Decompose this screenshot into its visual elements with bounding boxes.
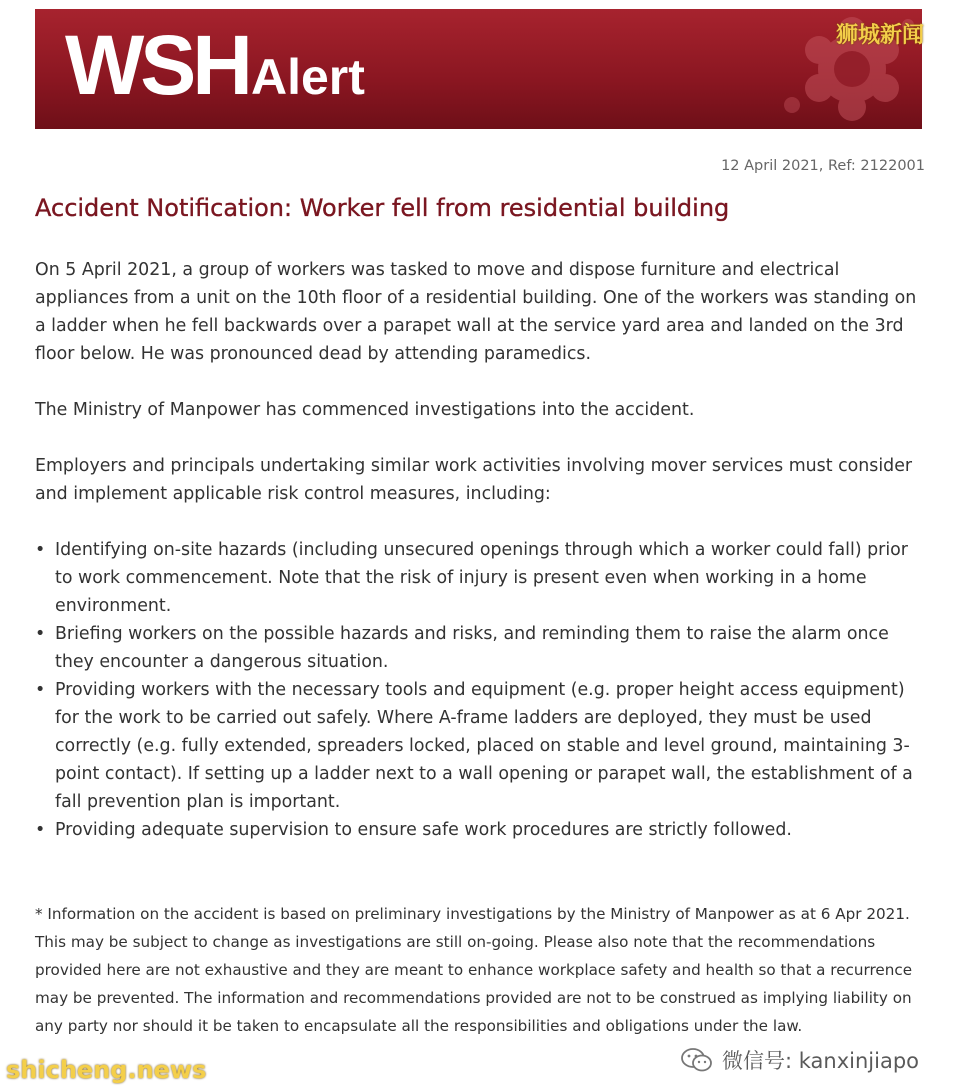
logo-wsh-text: WSH xyxy=(65,18,249,112)
watermark-top: 狮城新闻 xyxy=(836,23,925,48)
logo-alert-text: Alert xyxy=(250,49,365,105)
list-item-text: Identifying on-site hazards (including unsecured openings through which a worker could fall) prior to work commencement. Note that the risk of injury is present even when working in a home environment. xyxy=(55,540,908,616)
wechat-icon xyxy=(680,1047,714,1073)
measures-list xyxy=(35,536,930,844)
bullet-marker: • xyxy=(35,820,46,840)
bullet-marker: • xyxy=(35,624,46,644)
bullet-marker: • xyxy=(35,540,46,560)
paragraph-measures-intro: Employers and principals undertaking similar work activities involving mover services must consider and implement applicable risk control measures, including: xyxy=(35,456,913,504)
page-title: Accident Notification: Worker fell from residential building xyxy=(35,194,730,222)
list-item xyxy=(35,620,930,676)
list-item xyxy=(35,816,930,844)
list-item xyxy=(35,536,930,620)
wechat-label: 微信号: kanxinjiapo xyxy=(722,1049,920,1073)
wsh-alert-banner xyxy=(35,9,925,129)
disclaimer-note xyxy=(35,900,925,1040)
list-item xyxy=(35,676,930,816)
article-body xyxy=(35,256,930,844)
list-item-text: Briefing workers on the possible hazards and risks, and reminding them to raise the alarm once they encounter a dangerous situation. xyxy=(55,624,889,672)
footnote-text: * Information on the accident is based on preliminary investigations by the Ministry of Manpower as at 6 Apr 2021. This may be subject to change as investigations are still on-going. Please also note that the recommendations provided here are not exhaustive and they are meant to enhance workplace safety and health so that a recurrence may be prevented. The information and recommendations provided are not to be construed as implying liability on any party nor should it be taken to encapsulate all the responsibilities and obligations under the law. xyxy=(35,905,913,1035)
paragraph-incident: On 5 April 2021, a group of workers was tasked to move and dispose furniture and electrical appliances from a unit on the 10th floor of a residential building. One of the workers was standing on a ladder when he fell backwards over a parapet wall at the service yard area and landed on the 3rd floor below. He was pronounced dead by attending paramedics. xyxy=(35,260,917,364)
list-item-text: Providing workers with the necessary tools and equipment (e.g. proper height access equipment) for the work to be carried out safely. Where A-frame ladders are deployed, they must be used correctly (e.g. fully extended, spreaders locked, placed on stable and level ground, maintaining 3-point contact). If setting up a ladder next to a wall opening or parapet wall, the establishment of a fall prevention plan is important. xyxy=(55,680,913,812)
bullet-marker: • xyxy=(35,680,46,700)
date-ref: 12 April 2021, Ref: 2122001 xyxy=(721,158,925,174)
watermark-bottom: shicheng.news xyxy=(6,1056,207,1084)
list-item-text: Providing adequate supervision to ensure safe work procedures are strictly followed. xyxy=(55,820,792,840)
paragraph-investigation: The Ministry of Manpower has commenced investigations into the accident. xyxy=(35,400,695,420)
wechat-id xyxy=(680,1045,919,1075)
wsh-alert-logo xyxy=(65,18,365,112)
